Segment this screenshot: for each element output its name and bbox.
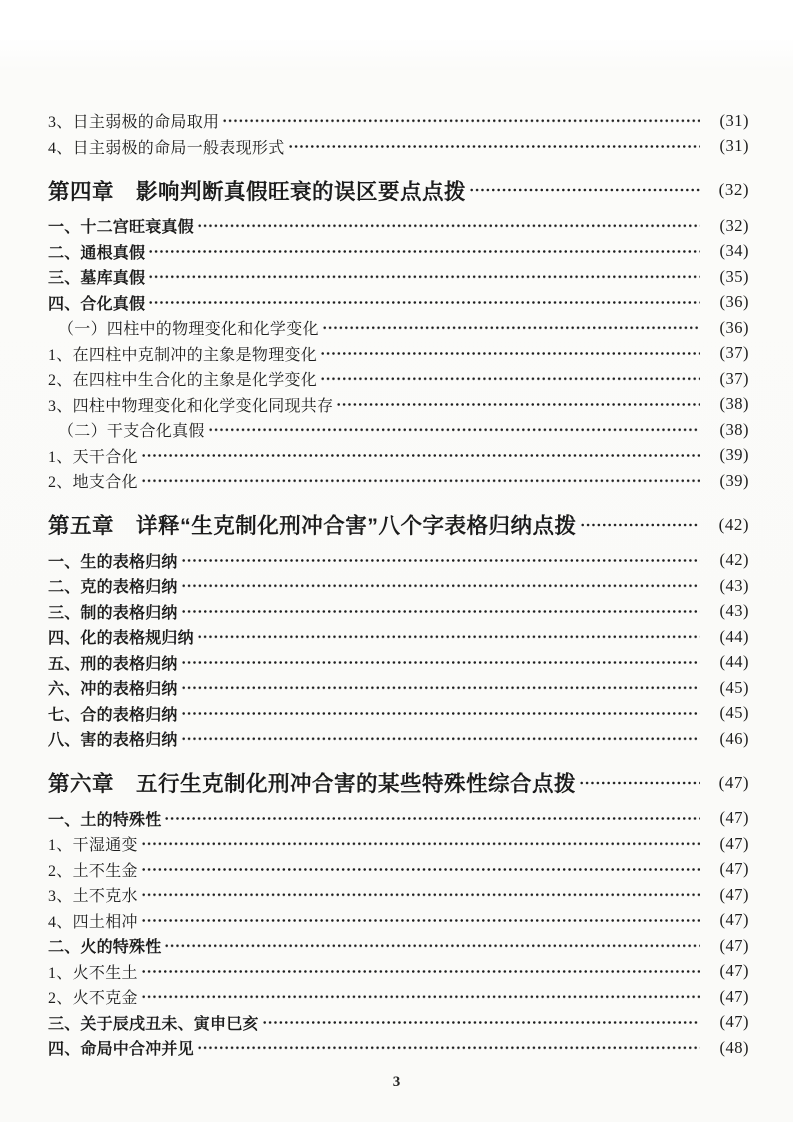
dot-leader	[141, 831, 700, 857]
dot-leader	[141, 468, 700, 494]
toc-entry	[48, 650, 749, 676]
toc-entry-page: (47)	[719, 935, 749, 955]
toc-entry-label: 三、制的表格归纳	[48, 604, 178, 622]
toc-entry-label: 一、生的表格归纳	[48, 553, 178, 571]
toc-entry-page: (45)	[719, 677, 749, 697]
dot-leader	[181, 675, 700, 701]
toc-entry	[48, 417, 749, 443]
toc-entry-page: (32)	[719, 215, 749, 235]
toc-entry	[48, 366, 749, 392]
toc-entry-label: （二）干支合化真假	[58, 423, 205, 441]
toc-entry-label: 2、火不克金	[48, 990, 138, 1008]
toc-entry-label: 四、合化真假	[48, 295, 146, 313]
toc-entry-label: 八、害的表格归纳	[48, 732, 178, 750]
dot-leader	[181, 650, 700, 676]
dot-leader	[222, 108, 700, 134]
toc-entry	[48, 761, 749, 805]
toc-entry-page: (47)	[719, 884, 749, 904]
toc-entry	[48, 468, 749, 494]
dot-leader	[197, 1035, 700, 1061]
dot-leader	[148, 264, 700, 290]
dot-leader	[164, 806, 700, 832]
toc-entry	[48, 290, 749, 316]
dot-leader	[141, 882, 700, 908]
toc-entry-label: 3、四柱中物理变化和化学变化同现共存	[48, 397, 334, 415]
toc-entry-page: (36)	[719, 292, 749, 312]
toc-entry	[48, 108, 749, 134]
dot-leader	[181, 599, 700, 625]
toc-list	[48, 108, 749, 1061]
toc-entry	[48, 239, 749, 265]
toc-entry	[48, 984, 749, 1010]
toc-entry-page: (47)	[718, 772, 749, 792]
dot-leader	[469, 168, 700, 212]
dot-leader	[141, 984, 700, 1010]
toc-entry-page: (31)	[719, 136, 749, 156]
toc-entry-page: (38)	[719, 419, 749, 439]
dot-leader	[197, 213, 700, 239]
toc-entry	[48, 503, 749, 547]
dot-leader	[164, 933, 700, 959]
dot-leader	[336, 392, 700, 418]
dot-leader	[141, 959, 700, 985]
toc-entry-label: 4、日主弱极的命局一般表现形式	[48, 139, 285, 157]
toc-entry-label: 4、四土相冲	[48, 913, 138, 931]
dot-leader	[141, 857, 700, 883]
toc-entry	[48, 1010, 749, 1036]
toc-entry-label: 二、克的表格归纳	[48, 579, 178, 597]
toc-entry-page: (35)	[719, 266, 749, 286]
toc-entry	[48, 213, 749, 239]
toc-entry-page: (37)	[719, 343, 749, 363]
toc-entry	[48, 341, 749, 367]
dot-leader	[148, 239, 700, 265]
toc-entry-label: 3、土不克水	[48, 888, 138, 906]
dot-leader	[197, 624, 700, 650]
toc-entry-label: 五、刑的表格归纳	[48, 655, 178, 673]
toc-entry-label: 七、合的表格归纳	[48, 706, 178, 724]
toc-entry-label: 四、命局中合冲并见	[48, 1041, 194, 1059]
toc-entry-label: 一、土的特殊性	[48, 811, 162, 829]
toc-entry	[48, 933, 749, 959]
toc-entry-page: (44)	[719, 652, 749, 672]
dot-leader	[141, 443, 700, 469]
toc-entry-page: (34)	[719, 241, 749, 261]
toc-entry-page: (46)	[719, 728, 749, 748]
dot-leader	[181, 726, 700, 752]
toc-entry-page: (48)	[719, 1037, 749, 1057]
toc-entry-page: (47)	[719, 1012, 749, 1032]
toc-entry	[48, 315, 749, 341]
toc-entry	[48, 599, 749, 625]
toc-entry-page: (45)	[719, 703, 749, 723]
dot-leader	[262, 1010, 700, 1036]
toc-entry	[48, 959, 749, 985]
toc-entry-label: 二、通根真假	[48, 244, 146, 262]
toc-entry-label: 四、化的表格规归纳	[48, 630, 194, 648]
toc-entry-page: (31)	[719, 110, 749, 130]
dot-leader	[181, 548, 700, 574]
toc-entry-page: (47)	[719, 833, 749, 853]
toc-entry-page: (47)	[719, 859, 749, 879]
toc-entry-label: 第四章 影响判断真假旺衰的误区要点点拨	[48, 179, 467, 204]
toc-entry-label: 一、十二宫旺衰真假	[48, 219, 194, 237]
toc-entry	[48, 1035, 749, 1061]
dot-leader	[141, 908, 700, 934]
toc-entry-page: (47)	[719, 808, 749, 828]
toc-entry-page: (32)	[718, 180, 749, 199]
toc-entry	[48, 573, 749, 599]
toc-entry	[48, 806, 749, 832]
toc-entry	[48, 548, 749, 574]
toc-entry-label: 三、关于辰戌丑未、寅申巳亥	[48, 1015, 259, 1033]
toc-entry-label: 二、火的特殊性	[48, 939, 162, 957]
toc-entry-label: 1、天干合化	[48, 448, 138, 466]
toc-entry-page: (42)	[719, 550, 749, 570]
toc-entry-page: (44)	[719, 626, 749, 646]
toc-entry	[48, 908, 749, 934]
toc-entry	[48, 134, 749, 160]
dot-leader	[580, 503, 700, 547]
toc-entry	[48, 168, 749, 212]
toc-entry-page: (38)	[719, 394, 749, 414]
toc-entry	[48, 264, 749, 290]
toc-entry-label: 1、在四柱中克制冲的主象是物理变化	[48, 346, 318, 364]
toc-entry	[48, 392, 749, 418]
dot-leader	[320, 341, 700, 367]
toc-entry-label: 六、冲的表格归纳	[48, 681, 178, 699]
toc-entry-label: 三、墓库真假	[48, 270, 146, 288]
toc-entry-label: 1、干湿通变	[48, 837, 138, 855]
toc-entry-label: 2、地支合化	[48, 474, 138, 492]
toc-entry-label: （一）四柱中的物理变化和化学变化	[58, 321, 319, 339]
dot-leader	[148, 290, 700, 316]
dot-leader	[181, 573, 700, 599]
toc-entry	[48, 701, 749, 727]
toc-entry-label: 2、土不生金	[48, 862, 138, 880]
toc-entry-page: (47)	[719, 961, 749, 981]
page-number: 3	[392, 1074, 401, 1090]
toc-entry	[48, 882, 749, 908]
toc-entry	[48, 831, 749, 857]
toc-entry	[48, 857, 749, 883]
toc-entry-page: (47)	[719, 910, 749, 930]
toc-entry-page: (43)	[719, 575, 749, 595]
dot-leader	[181, 701, 700, 727]
dot-leader	[208, 417, 700, 443]
dot-leader	[288, 134, 700, 160]
toc-entry-page: (36)	[719, 317, 749, 337]
toc-entry-page: (39)	[719, 445, 749, 465]
toc-entry-page: (47)	[719, 986, 749, 1006]
dot-leader	[579, 761, 700, 805]
toc-entry-page: (37)	[719, 368, 749, 388]
toc-entry-page: (43)	[719, 601, 749, 621]
dot-leader	[322, 315, 700, 341]
toc-entry	[48, 624, 749, 650]
toc-entry-label: 1、火不生土	[48, 964, 138, 982]
toc-entry	[48, 726, 749, 752]
toc-entry-label: 3、日主弱极的命局取用	[48, 114, 220, 132]
toc-entry-label: 第五章 详释“生克制化刑冲合害”八个字表格归纳点拨	[48, 514, 577, 538]
toc-entry-page: (39)	[719, 470, 749, 490]
dot-leader	[320, 366, 700, 392]
toc-entry-label: 2、在四柱中生合化的主象是化学变化	[48, 372, 318, 390]
toc-entry-page: (42)	[718, 514, 749, 534]
toc-entry	[48, 443, 749, 469]
toc-entry-label: 第六章 五行生克制化刑冲合害的某些特殊性综合点拨	[48, 772, 577, 796]
toc-entry	[48, 675, 749, 701]
